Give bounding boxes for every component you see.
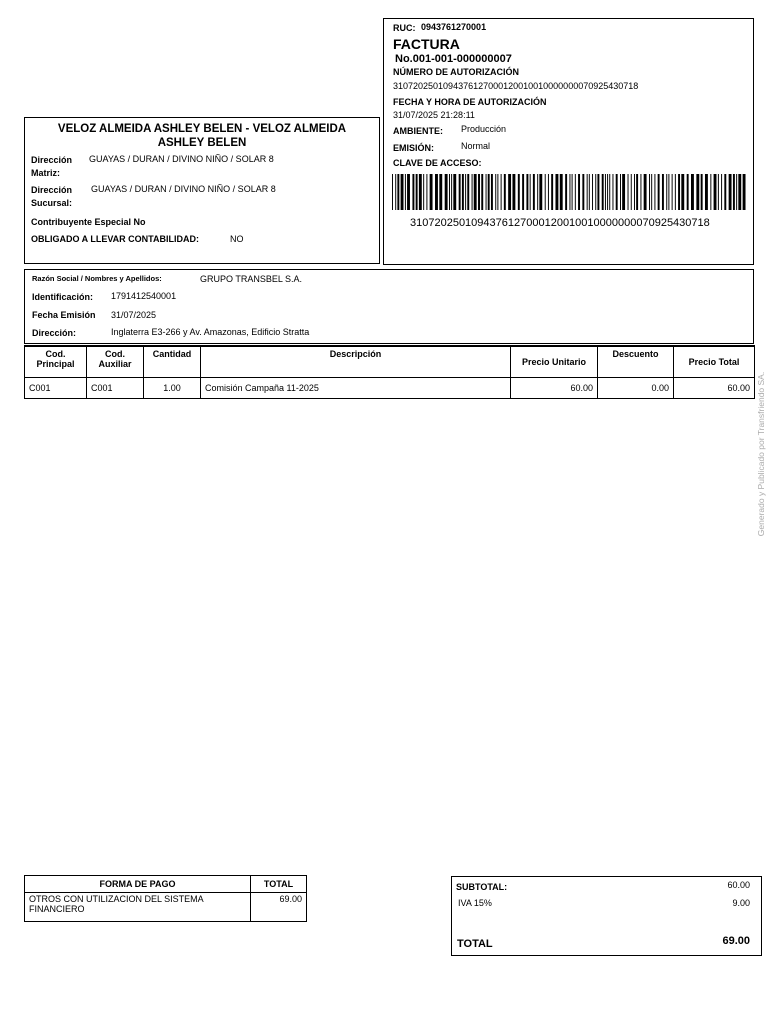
iva-value: 9.00 [732,898,750,908]
item-unit-price: 60.00 [511,378,598,399]
access-key-label: CLAVE DE ACCESO: [393,158,482,168]
special-taxpayer: Contribuyente Especial No [31,217,146,227]
subtotal-value: 60.00 [727,880,750,890]
col-discount: Descuento [598,346,674,378]
subtotal-label: SUBTOTAL: [456,882,508,892]
col-code-aux: Cod. Auxiliar [87,346,144,378]
client-address-label: Dirección: [32,328,77,338]
invoice-info-box [383,18,754,265]
emission-date-label: Fecha Emisión [32,310,96,320]
issuer-name: VELOZ ALMEIDA ASHLEY BELEN - VELOZ ALMEIDA ASHLEY BELEN [57,123,347,149]
environment-label: AMBIENTE: [393,126,443,136]
total-value: 69.00 [722,935,750,947]
ruc-value: 0943761270001 [421,22,487,32]
col-total: Precio Total [674,346,755,378]
total-label: TOTAL [457,938,493,950]
accounting-value: NO [230,234,244,244]
items-table [24,345,755,399]
item-code-main: C001 [25,378,87,399]
client-box [24,269,754,344]
totals-box [451,876,762,956]
auth-datetime: 31/07/2025 21:28:11 [393,110,475,120]
ruc-label: RUC: [393,23,416,33]
issuer-box [24,117,380,264]
auth-number-label: NÚMERO DE AUTORIZACIÓN [393,67,519,77]
payment-table [24,875,307,922]
client-name: GRUPO TRANSBEL S.A. [200,274,303,284]
auth-datetime-label: FECHA Y HORA DE AUTORIZACIÓN [393,97,547,107]
table-row [25,378,755,399]
environment-value: Producción [461,124,507,134]
col-code-main: Cod. Principal [25,346,87,378]
item-discount: 0.00 [598,378,674,399]
item-desc: Comisión Campaña 11-2025 [201,378,511,399]
emission-date: 31/07/2025 [111,310,157,320]
table-row [25,893,307,922]
main-address-value: GUAYAS / DURAN / DIVINO NIÑO / SOLAR 8 [89,154,274,164]
emission-value: Normal [461,141,491,151]
col-unit-price: Precio Unitario [511,346,598,378]
item-total: 60.00 [674,378,755,399]
emission-label: EMISIÓN: [393,143,435,153]
accounting-label: OBLIGADO A LLEVAR CONTABILIDAD: [31,234,199,244]
document-type: FACTURA [393,36,460,52]
client-name-label: Razón Social / Nombres y Apellidos: [32,274,162,283]
col-desc: Descripción [201,346,511,378]
access-key-value: 3107202501094376127000120010010000000070925430718 [410,217,710,229]
side-note: Generado y Publicado por Transfriendo SA. [756,371,766,537]
main-address-label: Dirección [31,155,73,165]
item-qty: 1.00 [144,378,201,399]
main-address-label-2: Matriz: [31,168,60,178]
barcode-image [392,174,748,210]
client-address: Inglaterra E3-266 y Av. Amazonas, Edificio Stratta [111,327,310,337]
branch-address-value: GUAYAS / DURAN / DIVINO NIÑO / SOLAR 8 [91,184,276,194]
auth-number: 3107202501094376127000120010010000000070925430718 [393,81,639,91]
client-id-label: Identificación: [32,292,94,302]
payment-amount: 69.00 [251,893,307,922]
items-header-row [25,346,755,378]
branch-address-label-2: Sucursal: [31,198,73,208]
payment-total-header: TOTAL [251,876,307,893]
invoice-number: No.001-001-000000007 [395,53,512,65]
payment-method: OTROS CON UTILIZACION DEL SISTEMA FINANCIERO [25,893,251,922]
branch-address-label: Dirección [31,185,73,195]
client-id: 1791412540001 [111,291,177,301]
item-code-aux: C001 [87,378,144,399]
col-qty: Cantidad [144,346,201,378]
iva-label: IVA 15% [458,898,492,908]
payment-method-header: FORMA DE PAGO [25,876,251,893]
